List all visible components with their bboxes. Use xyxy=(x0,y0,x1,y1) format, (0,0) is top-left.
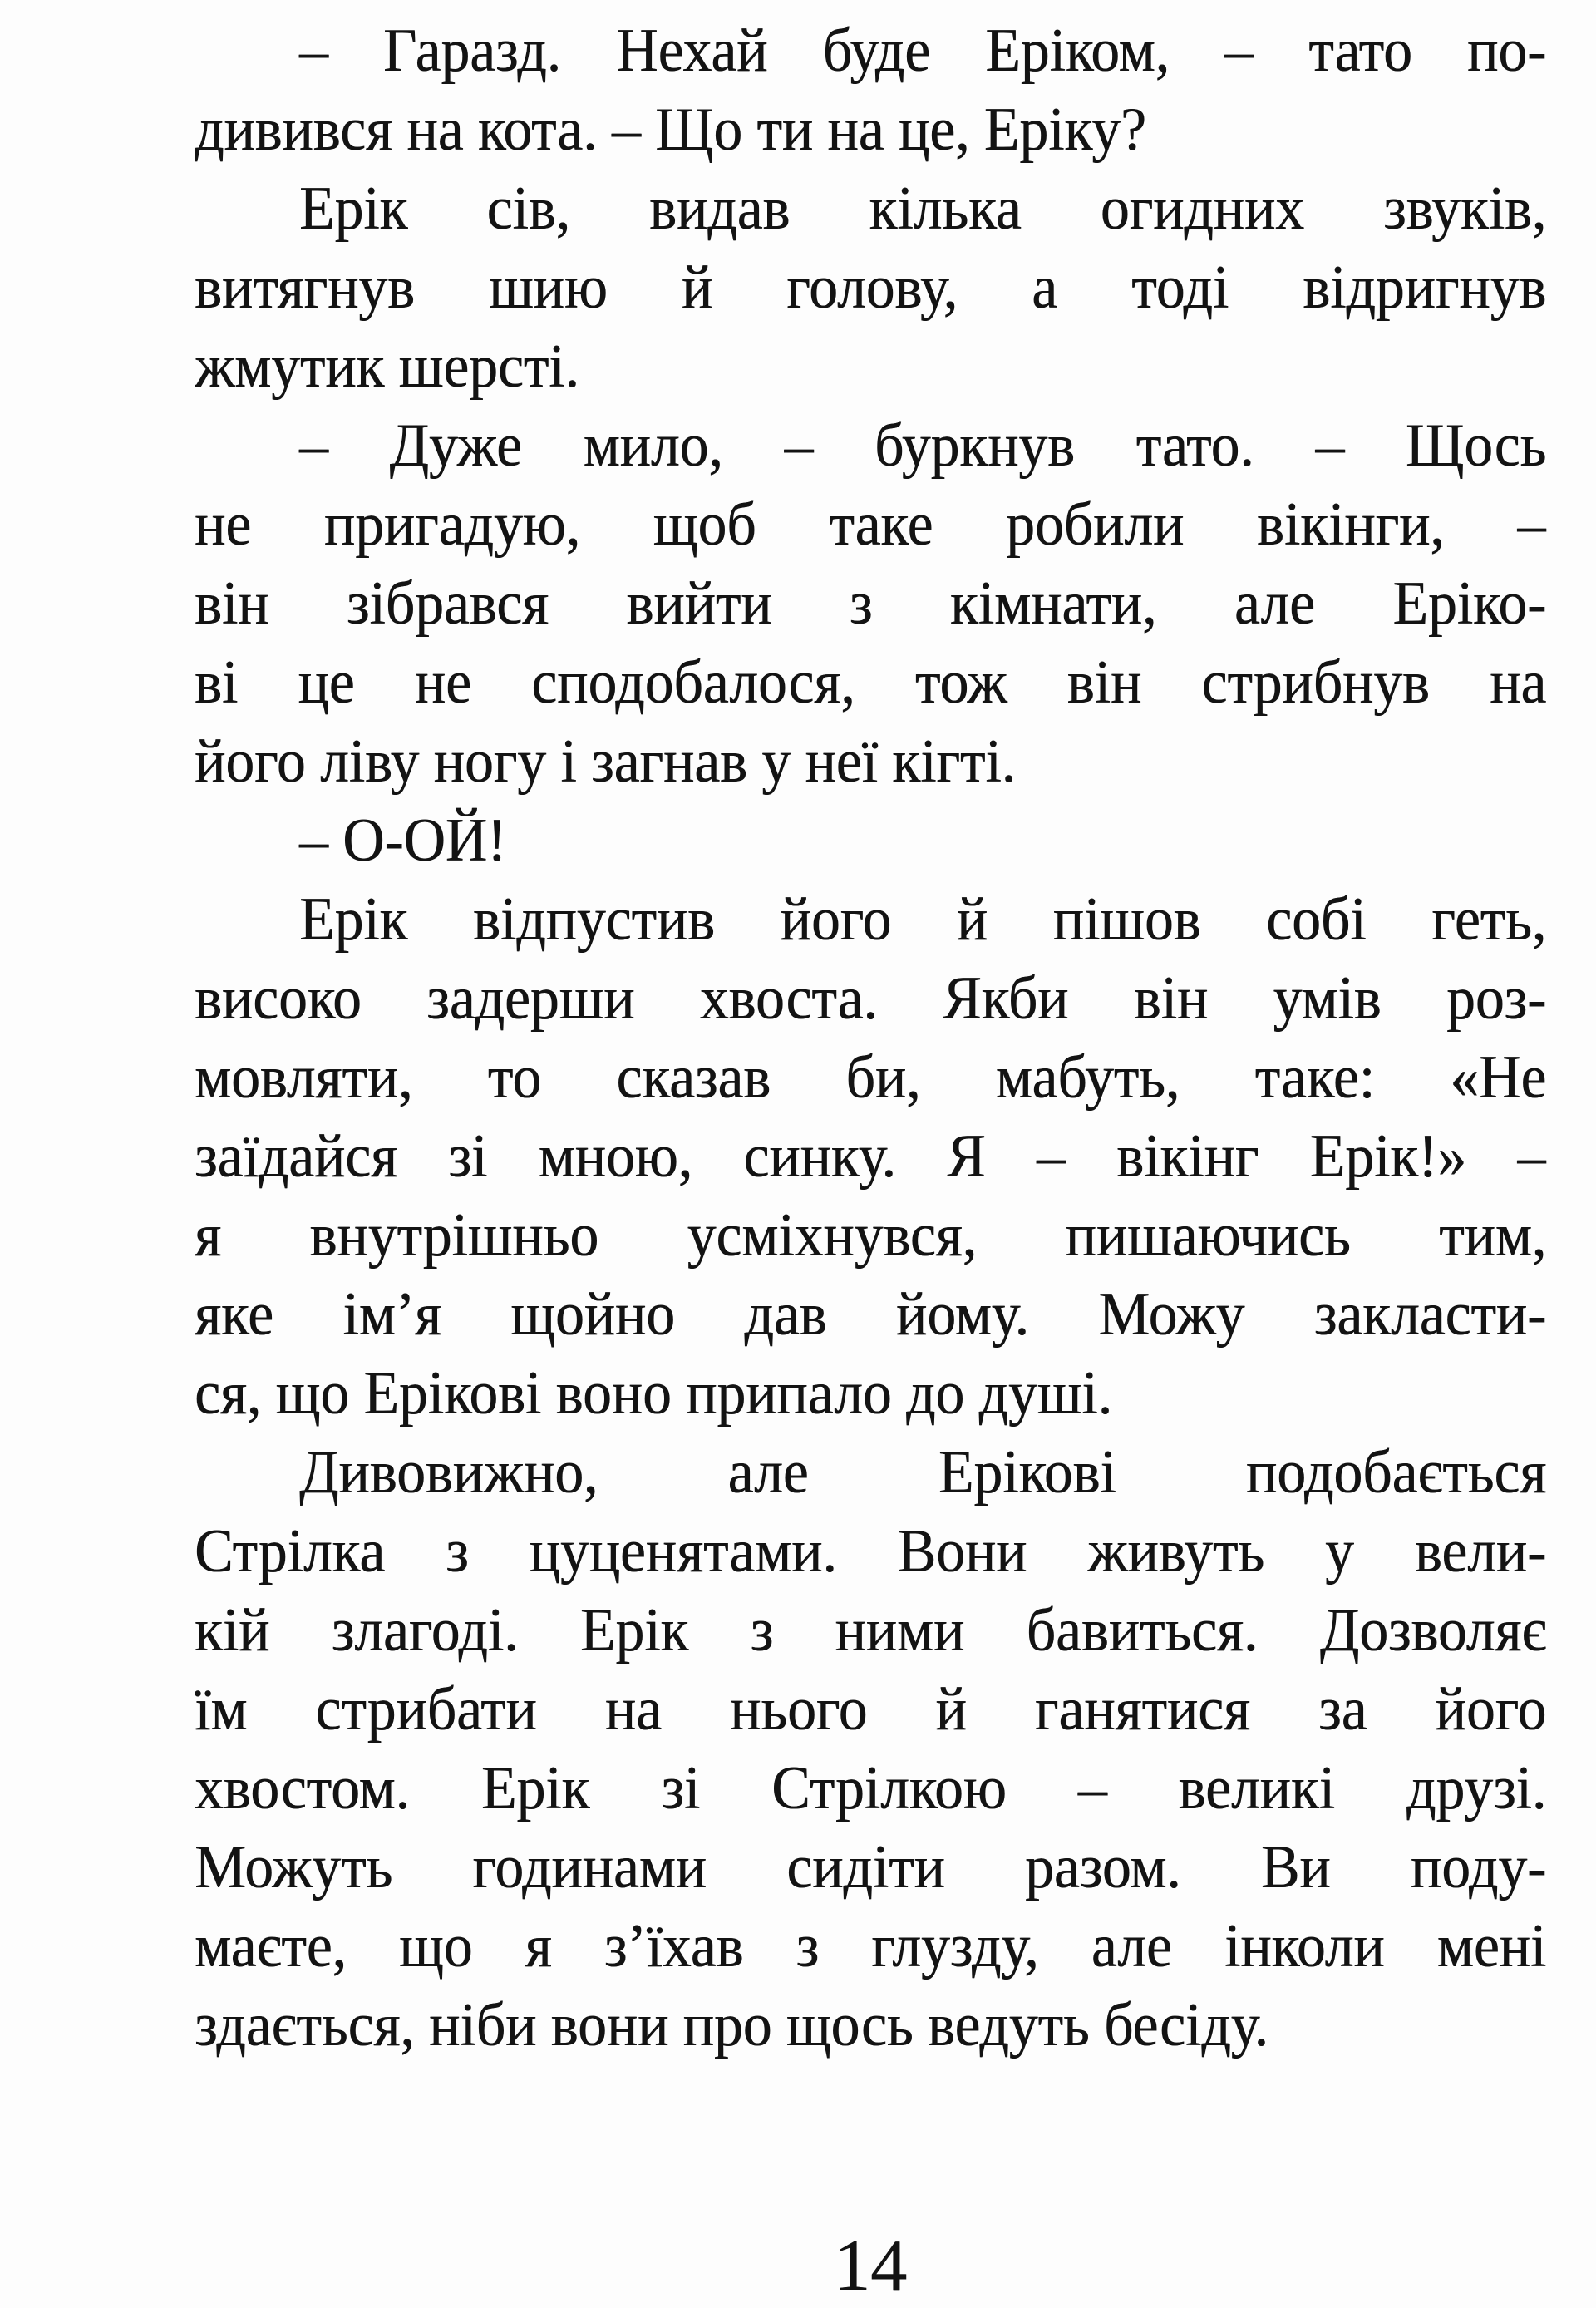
text-line: витягнув шию й голову, а тоді відригнув xyxy=(195,254,1547,322)
text-line: – О-ОЙ! xyxy=(298,806,507,875)
text-line: ві це не сподобалося, тож він стрибнув на xyxy=(195,649,1547,717)
text-line: я внутрішньо усміхнувся, пишаючись тим, xyxy=(195,1201,1547,1270)
text-line: – Дуже мило, – буркнув тато. – Щось xyxy=(298,412,1547,480)
text-line: його ліву ногу і загнав у неї кігті. xyxy=(195,727,1017,796)
text-line: не пригадую, щоб таке робили вікінги, – xyxy=(195,491,1547,559)
text-line: Можуть годинами сидіти разом. Ви поду- xyxy=(195,1833,1547,1901)
folio-row xyxy=(195,2226,1546,2306)
text-line: заїдайся зі мною, синку. Я – вікінг Ерік!» – xyxy=(195,1122,1547,1191)
text-line: дивився на кота. – Що ти на це, Еріку? xyxy=(195,96,1146,164)
text-line: Ерік сів, видав кілька огидних звуків, xyxy=(298,175,1547,243)
text-column xyxy=(195,12,1546,2065)
text-line: ся, що Ерікові воно припало до душі. xyxy=(195,1359,1112,1428)
text-line: здається, ніби вони про щось ведуть бесіду. xyxy=(195,1991,1268,2059)
text-line: високо задерши хвоста. Якби він умів роз- xyxy=(195,964,1547,1033)
text-line: – Гаразд. Нехай буде Еріком, – тато по- xyxy=(298,17,1547,85)
text-line: він зібрався вийти з кімнати, але Еріко- xyxy=(195,570,1547,638)
text-line: їм стрибати на нього й ганятися за його xyxy=(195,1675,1547,1743)
text-line: кій злагоді. Ерік з ними бавиться. Дозволяє xyxy=(195,1596,1547,1664)
text-line: яке ім’я щойно дав йому. Можу закласти- xyxy=(195,1280,1547,1349)
text-line: Стрілка з цуценятами. Вони живуть у вели- xyxy=(195,1517,1547,1586)
text-line: хвостом. Ерік зі Стрілкою – великі друзі. xyxy=(195,1754,1547,1822)
text-line: мовляти, то сказав би, мабуть, таке: «Не xyxy=(195,1043,1547,1112)
text-line: Ерік відпустив його й пішов собі геть, xyxy=(298,885,1547,954)
text-line: жмутик шерсті. xyxy=(195,333,579,401)
text-line: Дивовижно, але Ерікові подобається xyxy=(298,1438,1547,1507)
page-number: 14 xyxy=(834,2226,907,2306)
text-line: маєте, що я з’їхав з глузду, але інколи мені xyxy=(195,1912,1547,1980)
